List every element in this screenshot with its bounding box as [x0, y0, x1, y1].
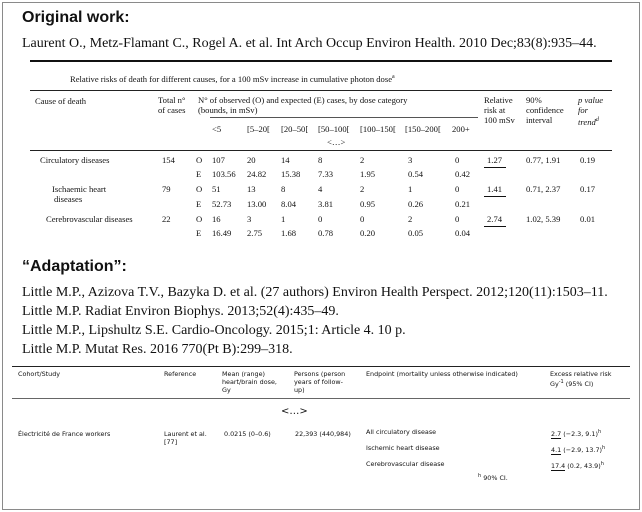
t1-o-cell: 3	[408, 155, 413, 165]
t1-o-cell: 0	[455, 184, 460, 194]
t1-header-ci: 90% confidence interval	[526, 95, 564, 125]
t1-header-total: Total n° of cases	[158, 95, 186, 115]
t1-dose-cat: [50–100[	[318, 124, 350, 134]
t1-o-cell: 107	[212, 155, 225, 165]
t2-header-endpoint: Endpoint (mortality unless otherwise indicated)	[366, 370, 518, 378]
t1-cause: Cerebrovascular diseases	[46, 214, 133, 224]
t2-err: 17.4 (0.2, 43.9)$^h$	[551, 461, 604, 471]
table1-header-rule	[30, 90, 612, 91]
t1-ci: 0.71, 2.37	[526, 184, 561, 194]
t1-dose-cat: 200+	[452, 124, 470, 134]
t1-e-cell: 0.04	[455, 228, 471, 238]
t1-rr-underline	[484, 196, 506, 197]
t1-e-cell: 1.95	[360, 169, 376, 179]
t2-header-persons: Persons (person years of follow- up)	[294, 370, 346, 394]
t1-e-cell: 52.73	[212, 199, 232, 209]
t1-o-cell: 0	[455, 214, 460, 224]
t1-e-cell: 103.56	[212, 169, 236, 179]
t1-o-cell: 0	[318, 214, 323, 224]
t1-cause: Circulatory diseases	[40, 155, 110, 165]
t1-e-cell: 0.05	[408, 228, 424, 238]
t1-dose-cat: [5–20[	[247, 124, 270, 134]
t1-dose-cat: [20–50[	[281, 124, 309, 134]
t2-dose: 0.0215 (0–0.6)	[224, 430, 271, 438]
t1-o-label: O	[196, 184, 203, 194]
t1-p: 0.01	[580, 214, 596, 224]
citation-original: Laurent O., Metz-Flamant C., Rogel A. et al. Int Arch Occup Environ Health. 2010 Dec;83(8):935–44.	[22, 36, 597, 51]
t1-rr-underline	[484, 167, 506, 168]
t1-o-cell: 3	[247, 214, 252, 224]
heading-adaptation: “Adaptation”:	[22, 258, 127, 275]
t2-header-err: Excess relative risk $Gy^{-1}$ (95% CI)	[550, 370, 612, 389]
t1-o-cell: 0	[455, 155, 460, 165]
t1-rr: 2.74	[487, 214, 503, 224]
t1-total: 79	[162, 184, 171, 194]
t1-e-cell: 0.42	[455, 169, 471, 179]
t2-persons: 22,393 (440,984)	[295, 430, 351, 438]
t1-o-cell: 14	[281, 155, 290, 165]
t2-err: 2.7 (−2.3, 9.1)$^h$	[551, 429, 602, 439]
t1-e-cell: 13.00	[247, 199, 267, 209]
t2-endpoint: Ischemic heart disease	[366, 444, 440, 452]
t2-cohort: Électricité de France workers	[18, 430, 111, 438]
citation-adaptation: Little M.P., Lipshultz S.E. Cardio-Oncology. 2015;1: Article 4. 10 p.	[22, 323, 406, 338]
t1-e-cell: 8.04	[281, 199, 297, 209]
t1-o-cell: 13	[247, 184, 256, 194]
t1-e-cell: 0.20	[360, 228, 376, 238]
t2-footnote: $^h$ 90% CI.	[478, 473, 508, 483]
t1-e-label: E	[196, 169, 202, 179]
citation-adaptation: Little M.P., Azizova T.V., Bazyka D. et al. (27 authors) Environ Health Perspect. 2012;120(11):1503–11.	[22, 285, 608, 300]
t1-rr-underline	[484, 226, 506, 227]
t1-e-cell: 16.49	[212, 228, 232, 238]
t1-o-cell: 2	[408, 214, 413, 224]
t1-dose-cat: [150–200[	[405, 124, 441, 134]
t1-o-label: O	[196, 155, 203, 165]
table1-top-rule	[30, 60, 612, 62]
t1-o-cell: 4	[318, 184, 323, 194]
t1-e-cell: 0.95	[360, 199, 376, 209]
t1-e-cell: 15.38	[281, 169, 301, 179]
t2-err: 4.1 (−2.9, 13.7)$^h$	[551, 445, 606, 455]
t1-header-cause: Cause of death	[35, 96, 87, 106]
t1-o-cell: 0	[360, 214, 365, 224]
t1-cause: Ischaemic heart diseases	[52, 184, 107, 204]
t1-header-rr: Relative risk at 100 mSv	[484, 95, 515, 125]
t1-e-cell: 0.26	[408, 199, 424, 209]
t1-ellipsis: <…>	[327, 137, 346, 147]
t1-o-cell: 16	[212, 214, 221, 224]
t1-e-cell: 7.33	[318, 169, 334, 179]
t1-total: 22	[162, 214, 171, 224]
t1-dose-span-rule	[210, 117, 478, 118]
t2-reference: Laurent et al. [77]	[164, 430, 207, 446]
t2-header-reference: Reference	[164, 370, 197, 378]
t1-e-cell: 0.78	[318, 228, 334, 238]
t1-e-cell: 0.21	[455, 199, 471, 209]
citation-adaptation: Little M.P. Mutat Res. 2016 770(Pt B):299–318.	[22, 342, 293, 357]
t1-o-cell: 20	[247, 155, 256, 165]
table1-caption: Relative risks of death for different causes, for a 100 mSv increase in cumulative photon dose$^a$	[70, 73, 395, 84]
t1-e-label: E	[196, 228, 202, 238]
t1-o-cell: 51	[212, 184, 221, 194]
t2-header-rule	[12, 398, 630, 399]
t1-total: 154	[162, 155, 175, 165]
t2-ellipsis: <…>	[281, 406, 308, 417]
t1-o-cell: 8	[281, 184, 286, 194]
heading-original-work: Original work:	[22, 9, 130, 26]
t1-e-cell: 0.54	[408, 169, 424, 179]
t1-e-cell: 3.81	[318, 199, 334, 209]
t1-e-cell: 2.75	[247, 228, 263, 238]
t1-ci: 1.02, 5.39	[526, 214, 561, 224]
t1-e-label: E	[196, 199, 202, 209]
t2-header-cohort: Cohort/Study	[18, 370, 61, 378]
t1-o-cell: 1	[281, 214, 286, 224]
t1-p: 0.17	[580, 184, 596, 194]
t1-o-cell: 2	[360, 155, 365, 165]
t1-dose-cat: [100–150[	[360, 124, 396, 134]
t1-o-cell: 8	[318, 155, 323, 165]
t1-o-cell: 2	[360, 184, 365, 194]
t1-ci: 0.77, 1.91	[526, 155, 561, 165]
t1-rr: 1.41	[487, 184, 503, 194]
t1-rr: 1.27	[487, 155, 503, 165]
t1-header-observed: N° of observed (O) and expected (E) cases, by dose category (bounds, in mSv)	[198, 95, 408, 115]
t2-header-dose: Mean (range) heart/brain dose, Gy	[222, 370, 277, 394]
table2-top-rule	[12, 366, 630, 367]
t1-dose-cat: <5	[212, 124, 222, 134]
t1-header-pvalue: p value for trend$^d$	[578, 95, 604, 127]
t1-e-cell: 24.82	[247, 169, 267, 179]
t1-o-cell: 1	[408, 184, 413, 194]
t1-p: 0.19	[580, 155, 596, 165]
t2-endpoint: Cerebrovascular disease	[366, 460, 445, 468]
t1-o-label: O	[196, 214, 203, 224]
t1-header-bottom-rule	[30, 150, 612, 151]
t1-e-cell: 1.68	[281, 228, 297, 238]
citation-adaptation: Little M.P. Radiat Environ Biophys. 2013;52(4):435–49.	[22, 304, 339, 319]
t2-endpoint: All circulatory disease	[366, 428, 437, 436]
